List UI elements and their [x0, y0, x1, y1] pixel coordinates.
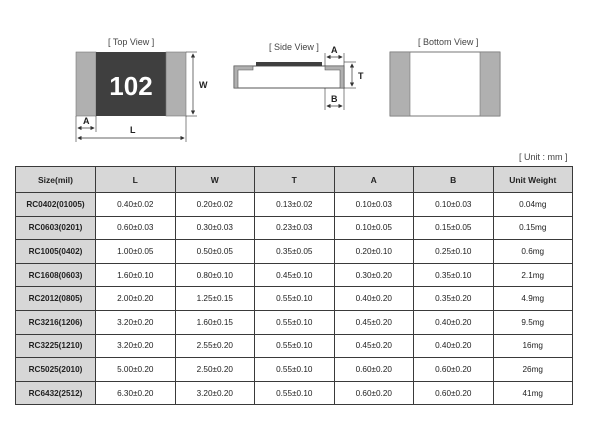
table-cell: 0.20±0.10 — [334, 240, 414, 264]
table-cell: 0.45±0.20 — [334, 334, 414, 358]
table-cell: 1.60±0.15 — [175, 310, 255, 334]
table-cell: 0.55±0.10 — [255, 381, 335, 405]
table-cell: 0.55±0.10 — [255, 287, 335, 311]
table-cell: 0.10±0.03 — [334, 193, 414, 217]
table-cell: 0.6mg — [493, 240, 573, 264]
header-t: T — [255, 167, 335, 193]
table-cell: 0.35±0.10 — [414, 263, 494, 287]
dim-a-label-side: A — [331, 45, 338, 55]
table-cell: 6.30±0.20 — [96, 381, 176, 405]
dimension-table — [15, 166, 573, 405]
table-row — [16, 310, 573, 334]
table-cell: 9.5mg — [493, 310, 573, 334]
table-cell: 0.10±0.03 — [414, 193, 494, 217]
dim-a-label-top: A — [83, 116, 90, 126]
table-cell: 0.40±0.20 — [334, 287, 414, 311]
table-cell: 0.60±0.20 — [414, 358, 494, 382]
table-cell: 0.50±0.05 — [175, 240, 255, 264]
table-cell: 0.30±0.03 — [175, 216, 255, 240]
table-cell: 3.20±0.20 — [175, 381, 255, 405]
table-cell: 0.30±0.20 — [334, 263, 414, 287]
table-cell: 0.25±0.10 — [414, 240, 494, 264]
table-cell: 2.55±0.20 — [175, 334, 255, 358]
side-view-drawing — [234, 45, 364, 110]
table-cell: 0.55±0.10 — [255, 334, 335, 358]
size-cell: RC3225(1210) — [16, 334, 96, 358]
top-view-drawing — [76, 52, 208, 142]
table-cell: 0.10±0.05 — [334, 216, 414, 240]
table-cell: 0.40±0.20 — [414, 334, 494, 358]
table-cell: 3.20±0.20 — [96, 334, 176, 358]
table-cell: 0.13±0.02 — [255, 193, 335, 217]
table-cell: 2.00±0.20 — [96, 287, 176, 311]
table-row — [16, 381, 573, 405]
table-cell: 0.40±0.02 — [96, 193, 176, 217]
size-cell: RC1005(0402) — [16, 240, 96, 264]
resistor-dimension-diagram — [0, 0, 600, 150]
header-size: Size(mil) — [16, 167, 96, 193]
size-cell: RC0402(01005) — [16, 193, 96, 217]
table-cell: 0.15±0.05 — [414, 216, 494, 240]
table-cell: 0.04mg — [493, 193, 573, 217]
table-header-row — [16, 167, 573, 193]
table-cell: 0.35±0.05 — [255, 240, 335, 264]
bottom-left-terminal — [390, 52, 410, 116]
dim-w-label: W — [199, 80, 208, 90]
dim-l-label: L — [130, 125, 136, 135]
unit-label: [ Unit : mm ] — [519, 152, 568, 162]
bottom-right-terminal — [480, 52, 500, 116]
table-cell: 3.20±0.20 — [96, 310, 176, 334]
table-cell: 0.40±0.20 — [414, 310, 494, 334]
dim-b-label: B — [331, 94, 338, 104]
header-l: L — [96, 167, 176, 193]
table-cell: 0.45±0.10 — [255, 263, 335, 287]
size-cell: RC5025(2010) — [16, 358, 96, 382]
table-cell: 0.23±0.03 — [255, 216, 335, 240]
table-row — [16, 263, 573, 287]
size-cell: RC2012(0805) — [16, 287, 96, 311]
header-w: W — [175, 167, 255, 193]
table-cell: 1.00±0.05 — [96, 240, 176, 264]
table-row — [16, 193, 573, 217]
table-cell: 4.9mg — [493, 287, 573, 311]
top-left-terminal — [76, 52, 96, 116]
table-row — [16, 287, 573, 311]
table-cell: 2.1mg — [493, 263, 573, 287]
table-cell: 0.60±0.20 — [414, 381, 494, 405]
resistor-marking-code: 102 — [109, 71, 153, 101]
header-b: B — [414, 167, 494, 193]
table-row — [16, 240, 573, 264]
top-right-terminal — [166, 52, 186, 116]
table-cell: 0.15mg — [493, 216, 573, 240]
header-unit-weight: Unit Weight — [493, 167, 573, 193]
table-cell: 0.60±0.03 — [96, 216, 176, 240]
size-cell: RC6432(2512) — [16, 381, 96, 405]
bottom-view-title: [ Bottom View ] — [418, 37, 479, 47]
table-row — [16, 216, 573, 240]
table-cell: 0.55±0.10 — [255, 358, 335, 382]
table-cell: 0.20±0.02 — [175, 193, 255, 217]
size-cell: RC0603(0201) — [16, 216, 96, 240]
table-cell: 1.60±0.10 — [96, 263, 176, 287]
table-row — [16, 334, 573, 358]
table-cell: 5.00±0.20 — [96, 358, 176, 382]
table-cell: 2.50±0.20 — [175, 358, 255, 382]
table-cell: 1.25±0.15 — [175, 287, 255, 311]
table-cell: 0.45±0.20 — [334, 310, 414, 334]
side-view-title: [ Side View ] — [269, 42, 319, 52]
table-cell: 26mg — [493, 358, 573, 382]
table-cell: 0.60±0.20 — [334, 381, 414, 405]
table-cell: 0.35±0.20 — [414, 287, 494, 311]
dim-t-label: T — [358, 71, 364, 81]
table-row — [16, 358, 573, 382]
size-cell: RC1608(0603) — [16, 263, 96, 287]
table-cell: 16mg — [493, 334, 573, 358]
header-a: A — [334, 167, 414, 193]
size-cell: RC3216(1206) — [16, 310, 96, 334]
table-cell: 0.80±0.10 — [175, 263, 255, 287]
table-cell: 41mg — [493, 381, 573, 405]
table-cell: 0.60±0.20 — [334, 358, 414, 382]
side-resistive-layer — [256, 62, 322, 66]
top-view-title: [ Top View ] — [108, 37, 155, 47]
bottom-view-drawing — [390, 52, 500, 116]
table-cell: 0.55±0.10 — [255, 310, 335, 334]
